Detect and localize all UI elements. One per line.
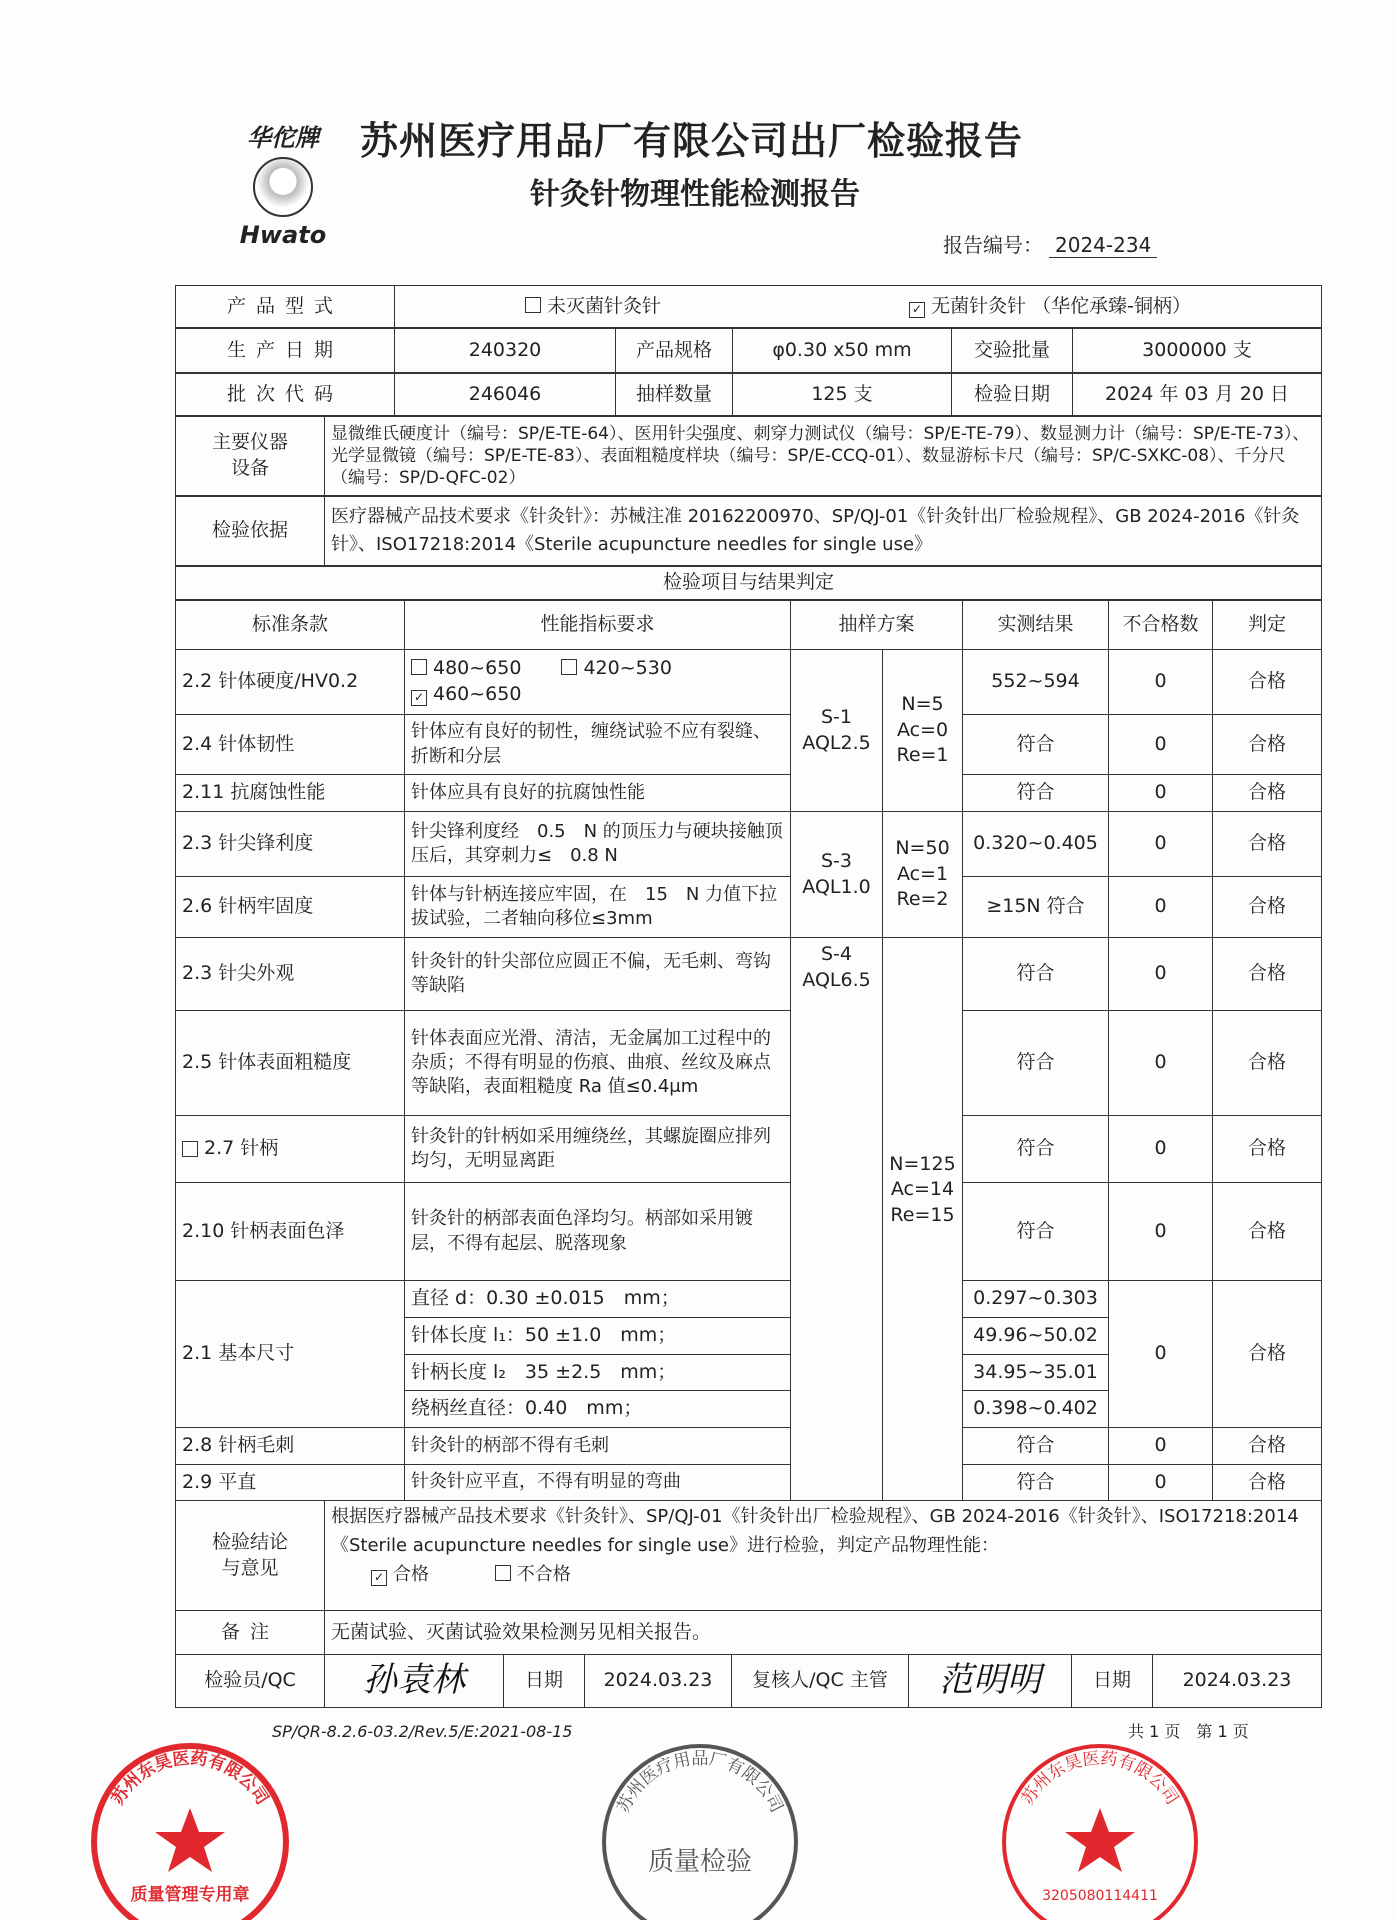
test-verdict: 合格: [1212, 937, 1322, 1011]
qc-stamp-text: 苏州东昊医药有限公司: [107, 1748, 273, 1809]
sampling-re: Re=1: [896, 744, 949, 767]
hardness-option-label: 420~530: [583, 657, 672, 680]
test-result: 0.320~0.405: [962, 811, 1109, 877]
test-verdict: 合格: [1212, 811, 1322, 877]
sampling-plan: S-4: [820, 943, 852, 965]
test-date-label: 检验日期: [951, 373, 1073, 416]
sampling-n: N=5: [901, 693, 944, 716]
factory-quality-stamp: [604, 1746, 796, 1920]
test-date-value: 2024 年 03 月 20 日: [1072, 373, 1322, 416]
test-clause: 2.1 基本尺寸: [175, 1280, 405, 1428]
sampling-plan-1: [790, 649, 883, 812]
logo-brand-en: Hwato: [239, 221, 327, 249]
basis-value: 医疗器械产品技术要求《针灸针》：苏械注准 20162200970、SP/QJ-01《针灸针出厂检验规程》、GB 2024-2016《针灸针》、ISO17218:2014《Sterile acupuncture needles for single use》: [324, 496, 1322, 566]
test-defects: 0: [1108, 1280, 1213, 1428]
header-verdict: 判定: [1212, 600, 1322, 650]
spec-value: φ0.30 x50 mm: [732, 328, 952, 373]
sampling-re: Re=2: [896, 888, 949, 911]
checkbox-unchecked-icon: [525, 297, 541, 313]
test-result: 符合: [962, 1010, 1109, 1116]
checkbox-checked-icon: ✓: [909, 302, 925, 318]
header-requirement: 性能指标要求: [404, 600, 791, 650]
checkbox-checked-icon: ✓: [411, 690, 427, 706]
svg-text:苏州医疗用品厂有限公司: [614, 1749, 787, 1816]
product-type-options: [394, 285, 1322, 328]
test-defects: 0: [1108, 1182, 1213, 1281]
star-icon: [155, 1808, 225, 1872]
spec-label: 产品规格: [615, 328, 733, 373]
sampling-aql: AQL6.5: [802, 968, 871, 991]
company-seal-number: 3205080114411: [1042, 1888, 1158, 1904]
test-clause: 2.11 抗腐蚀性能: [175, 774, 405, 812]
test-requirement: 针体表面应光滑、清洁，无金属加工过程中的杂质；不得有明显的伤痕、曲痕、丝纹及麻点等缺陷，表面粗糙度 Ra 值≤0.4μm: [404, 1010, 791, 1116]
test-defects: 0: [1108, 714, 1213, 775]
svg-text:苏州东昊医药有限公司: [107, 1749, 272, 1809]
test-verdict: 合格: [1212, 1182, 1322, 1281]
test-defects: 0: [1108, 649, 1213, 715]
dimension-result: 49.96~50.02: [962, 1317, 1109, 1355]
inspector-label: 检验员/QC: [175, 1654, 325, 1708]
reviewer-signature: 范明明: [908, 1654, 1072, 1708]
dimension-requirement: 针柄长度 l₂ 35 ±2.5 mm；: [404, 1354, 791, 1392]
remark-label: 备注: [175, 1610, 325, 1655]
sampling-aql: AQL1.0: [802, 875, 871, 898]
prod-date-label: 生产日期: [175, 328, 395, 373]
hardness-option-2[interactable]: [561, 657, 671, 679]
test-defects: 0: [1108, 1464, 1213, 1501]
test-requirement: 针体与针柄连接应牢固，在 15 N 力值下拉拔试验，二者轴向移位≤3mm: [404, 876, 791, 938]
test-clause: 2.6 针柄牢固度: [175, 876, 405, 938]
hardness-option-label: 460~650: [433, 683, 522, 705]
batch-label: 批次代码: [175, 373, 395, 416]
hwato-logo: [228, 118, 338, 249]
header-defects: 不合格数: [1108, 600, 1213, 650]
hardness-option-label: 480~650: [433, 657, 522, 680]
sampling-aql: AQL2.5: [802, 731, 871, 754]
header-result: 实测结果: [962, 600, 1109, 650]
test-defects: 0: [1108, 1115, 1213, 1183]
test-result: 符合: [962, 714, 1109, 775]
test-verdict: 合格: [1212, 774, 1322, 812]
sampling-ac: Ac=0: [896, 718, 949, 741]
option-sterile[interactable]: [909, 294, 1191, 320]
test-result: 符合: [962, 1115, 1109, 1183]
test-requirement: 针灸针的针柄如采用缠绕丝，其螺旋圈应排列均匀，无明显离距: [404, 1115, 791, 1183]
sampling-numbers-2: [882, 811, 963, 938]
checkbox-checked-icon: ✓: [371, 1570, 387, 1586]
option-unsterile-label: 未灭菌针灸针: [547, 294, 662, 317]
date2-value: 2024.03.23: [1152, 1654, 1322, 1708]
equipment-label: 主要仪器设备: [175, 416, 325, 496]
option-unsterile[interactable]: [525, 294, 661, 320]
test-requirement: 针尖锋利度经 0.5 N 的顶压力与硬块接触顶压后，其穿刺力≤ 0.8 N: [404, 811, 791, 877]
option-sterile-label: 无菌针灸针: [931, 294, 1027, 317]
hardness-option-3[interactable]: [411, 682, 521, 708]
sampling-plan: S-3: [820, 849, 852, 872]
test-clause: 2.3 针尖锋利度: [175, 811, 405, 877]
checkbox-unchecked-icon: [411, 659, 427, 675]
conclusion-fail-option[interactable]: [495, 1564, 571, 1585]
sampling-plan-3: [790, 937, 883, 1501]
conclusion-fail-label: 不合格: [516, 1563, 571, 1585]
test-verdict: 合格: [1212, 1464, 1322, 1501]
factory-stamp-center: 质量检验: [647, 1847, 753, 1877]
option-sterile-note: （华佗承臻-铜柄）: [1032, 294, 1191, 317]
test-verdict: 合格: [1212, 1280, 1322, 1428]
test-clause: 2.9 平直: [175, 1464, 405, 1501]
conclusion-body: [324, 1500, 1322, 1611]
remark-text: 无菌试验、灭菌试验效果检测另见相关报告。: [324, 1610, 1322, 1655]
test-defects: 0: [1108, 1010, 1213, 1116]
equipment-value: 显微维氏硬度计（编号：SP/E-TE-64）、医用针尖强度、刺穿力测试仪（编号：SP/E-TE-79）、数显测力计（编号：SP/E-TE-73）、光学显微镜（编号：SP/E-TE-83）、表面粗糙度样块（编号：SP/E-CCQ-01）、数显游标卡尺（编号：SP/C-SXKC-08）、千分尺（编号：SP/D-QFC-02）: [324, 416, 1322, 496]
test-requirement: 针体应具有良好的抗腐蚀性能: [404, 774, 791, 812]
sample-qty-value: 125 支: [732, 373, 952, 416]
checkbox-unchecked-icon: [182, 1141, 198, 1157]
sampling-plan: S-1: [820, 705, 852, 728]
test-defects: 0: [1108, 774, 1213, 812]
test-result: 符合: [962, 1464, 1109, 1501]
qc-stamp-bottom: 质量管理专用章: [130, 1885, 250, 1905]
test-requirement: 针体应有良好的韧性，缠绕试验不应有裂缝、折断和分层: [404, 714, 791, 775]
sampling-numbers-3: [882, 937, 963, 1501]
test-clause: [175, 1115, 405, 1183]
sampling-numbers-1: [882, 649, 963, 812]
report-title: 苏州医疗用品厂有限公司出厂检验报告: [360, 119, 1024, 163]
header-sampling: 抽样方案: [790, 600, 963, 650]
sampling-ac: Ac=1: [896, 862, 949, 885]
sampling-ac: Ac=14: [890, 1178, 955, 1201]
hardness-options: [404, 649, 791, 715]
dimension-requirement: 绕柄丝直径：0.40 mm；: [404, 1390, 791, 1428]
date2-label: 日期: [1071, 1654, 1153, 1708]
conclusion-pass-option[interactable]: [371, 1564, 429, 1585]
svg-text:苏州东昊医药有限公司: [1018, 1749, 1182, 1809]
conclusion-label: 检验结论与意见: [175, 1500, 325, 1611]
conclusion-pass-label: 合格: [393, 1563, 429, 1585]
test-result: 552~594: [962, 649, 1109, 715]
hardness-option-1[interactable]: [411, 657, 521, 679]
batch-value: 246046: [394, 373, 616, 416]
sampling-n: N=50: [895, 837, 950, 860]
test-verdict: 合格: [1212, 876, 1322, 938]
dimension-requirement: 针体长度 l₁：50 ±1.0 mm；: [404, 1317, 791, 1355]
inspector-signature: 孙袁林: [324, 1654, 504, 1708]
report-number-value: 2024-234: [1049, 233, 1157, 258]
tests-section-title: 检验项目与结果判定: [175, 566, 1322, 600]
star-icon: [1065, 1808, 1135, 1872]
factory-stamp-text: 苏州医疗用品厂有限公司: [613, 1749, 787, 1816]
test-verdict: 合格: [1212, 714, 1322, 775]
test-requirement: 针灸针的柄部表面色泽均匀。柄部如采用镀层，不得有起层、脱落现象: [404, 1182, 791, 1281]
dimension-result: 34.95~35.01: [962, 1354, 1109, 1392]
date-label: 日期: [503, 1654, 585, 1708]
test-defects: 0: [1108, 937, 1213, 1011]
test-result: 符合: [962, 774, 1109, 812]
page-count: 共 1 页 第 1 页: [1128, 1722, 1249, 1741]
lot-qty-value: 3000000 支: [1072, 328, 1322, 373]
test-clause: 2.8 针柄毛刺: [175, 1427, 405, 1465]
checkbox-unchecked-icon: [561, 659, 577, 675]
test-clause: 2.5 针体表面粗糙度: [175, 1010, 405, 1116]
test-defects: 0: [1108, 876, 1213, 938]
logo-portrait-icon: [253, 157, 313, 217]
lot-qty-label: 交验批量: [951, 328, 1073, 373]
test-clause: 2.3 针尖外观: [175, 937, 405, 1011]
test-requirement: 针灸针应平直，不得有明显的弯曲: [404, 1464, 791, 1501]
report-subtitle: 针灸针物理性能检测报告: [530, 177, 860, 212]
basis-label: 检验依据: [175, 496, 325, 566]
test-clause-label: 2.7 针柄: [204, 1137, 279, 1160]
test-defects: 0: [1108, 811, 1213, 877]
product-type-label: 产品型式: [175, 285, 395, 328]
test-requirement: 针灸针的针尖部位应圆正不偏，无毛刺、弯钩等缺陷: [404, 937, 791, 1011]
report-number: [943, 232, 1157, 258]
test-verdict: 合格: [1212, 649, 1322, 715]
dimension-requirement: 直径 d：0.30 ±0.015 mm；: [404, 1280, 791, 1318]
company-seal-stamp: [1004, 1746, 1196, 1920]
form-number: SP/QR-8.2.6-03.2/Rev.5/E:2021-08-15: [272, 1722, 573, 1741]
dimension-result: 0.398~0.402: [962, 1390, 1109, 1428]
logo-brand-cn: 华佗牌: [247, 124, 319, 152]
test-result: 符合: [962, 1427, 1109, 1465]
test-result: ≥15N 符合: [962, 876, 1109, 938]
checkbox-unchecked-icon: [495, 1565, 511, 1581]
company-seal-text: 苏州东昊医药有限公司: [1017, 1748, 1183, 1809]
header-clause: 标准条款: [175, 600, 405, 650]
dimension-result: 0.297~0.303: [962, 1280, 1109, 1318]
test-defects: 0: [1108, 1427, 1213, 1465]
test-verdict: 合格: [1212, 1115, 1322, 1183]
report-number-label: 报告编号：: [943, 233, 1043, 257]
sampling-re: Re=15: [890, 1203, 955, 1226]
prod-date-value: 240320: [394, 328, 616, 373]
date-value: 2024.03.23: [584, 1654, 732, 1708]
sample-qty-label: 抽样数量: [615, 373, 733, 416]
test-result: 符合: [962, 937, 1109, 1011]
test-verdict: 合格: [1212, 1427, 1322, 1465]
reviewer-label: 复核人/QC 主管: [731, 1654, 909, 1708]
test-result: 符合: [962, 1182, 1109, 1281]
test-clause: 2.2 针体硬度/HV0.2: [175, 649, 405, 715]
sampling-n: N=125: [889, 1152, 956, 1175]
test-clause: 2.4 针体韧性: [175, 714, 405, 775]
test-verdict: 合格: [1212, 1010, 1322, 1116]
qc-special-stamp: [94, 1746, 286, 1920]
conclusion-text: 根据医疗器械产品技术要求《针灸针》、SP/QJ-01《针灸针出厂检验规程》、GB 2024-2016《针灸针》、ISO17218:2014《Sterile acupuncture needles for single use》进行检验，判定产品物理性能：: [331, 1506, 1299, 1556]
sampling-plan-2: [790, 811, 883, 938]
test-requirement: 针灸针的柄部不得有毛刺: [404, 1427, 791, 1465]
test-clause: 2.10 针柄表面色泽: [175, 1182, 405, 1281]
